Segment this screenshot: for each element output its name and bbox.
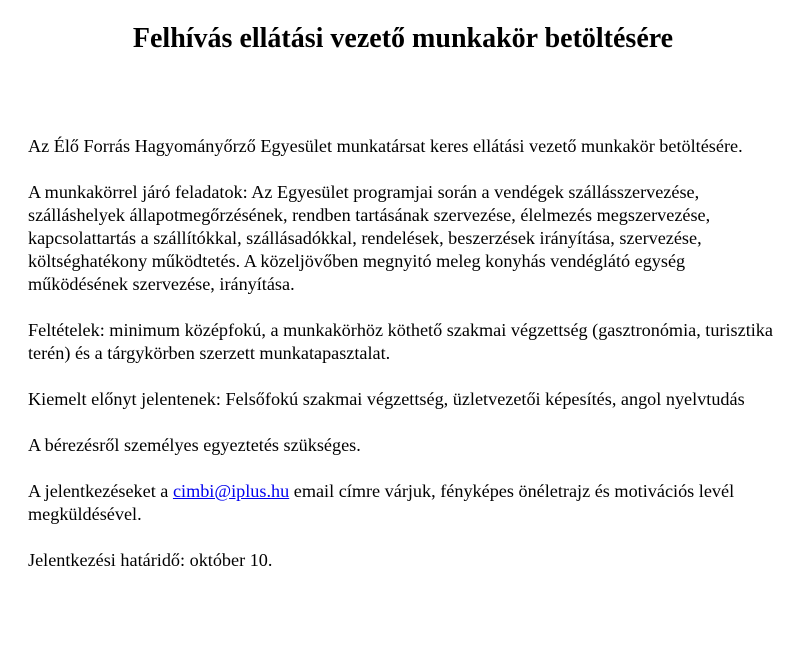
requirements-paragraph: Feltételek: minimum középfokú, a munkakörhöz köthető szakmai végzettség (gasztronómia, turisztika terén) és a tárgykörben szerzett munkatapasztalat. — [28, 320, 773, 363]
tasks-paragraph: A munkakörrel járó feladatok: Az Egyesület programjai során a vendégek szállásszervezése, szálláshelyek állapotmegőrzésének, rendben tartásának szervezése, élelmezés megszervezése, kapcsolattartás a szállítókkal, szállásadókkal, rendelések, beszerzések irányítása, szervezése, költséghatékony működtetés. A közeljövőben megnyitó meleg konyhás vendéglátó egység működésének szervezése, irányítása. — [28, 182, 711, 294]
application-text-after: email címre várjuk, fényképes önéletrajz és motivációs levél megküldésével. — [28, 481, 735, 524]
intro-paragraph: Az Élő Forrás Hagyományőrző Egyesület munkatársat keres ellátási vezető munkakör betöltésére. — [28, 136, 743, 156]
deadline-paragraph: Jelentkezési határidő: október 10. — [28, 550, 273, 570]
email-link[interactable]: cimbi@iplus.hu — [172, 481, 290, 501]
application-paragraph — [28, 480, 783, 526]
application-text-before: A jelentkezéseket a — [28, 481, 173, 501]
advantages-paragraph: Kiemelt előnyt jelentenek: Felsőfokú szakmai végzettség, üzletvezetői képesítés, angol nyelvtudás — [28, 389, 745, 409]
page-title: Felhívás ellátási vezető munkakör betöltésére — [132, 23, 674, 54]
document-body — [28, 135, 783, 595]
salary-paragraph: A bérezésről személyes egyeztetés szükséges. — [28, 435, 361, 455]
